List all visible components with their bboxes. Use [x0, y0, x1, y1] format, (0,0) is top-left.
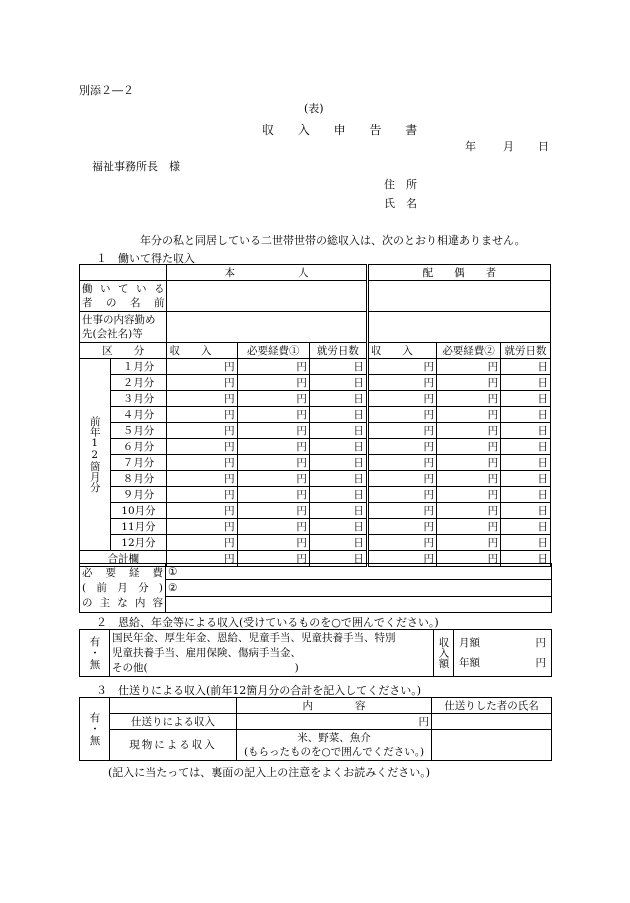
pension-types-line1: 国民年金、厚生年金、恩給、児童手当、児童扶養手当、特別 — [112, 631, 396, 644]
in-kind-examples: 米、野菜、魚介 — [297, 732, 371, 744]
date-month[interactable]: 月 — [503, 140, 514, 153]
spouse-days-cell[interactable]: 日 — [501, 519, 551, 535]
in-kind-items[interactable] — [237, 730, 432, 761]
worker-name-label: 働いている 者の名前 — [80, 281, 167, 312]
self-days-cell[interactable]: 日 — [309, 359, 367, 375]
self-income-cell[interactable]: 円 — [167, 439, 237, 455]
in-kind-note: (もらったものを○で囲んでください。) — [243, 746, 425, 758]
spouse-total-expense[interactable]: 円 — [437, 551, 501, 567]
workplace-label: 仕事の内容勤め 先(会社名)等 — [80, 312, 167, 343]
self-days-cell[interactable]: 日 — [309, 535, 367, 551]
self-expense-cell[interactable]: 円 — [237, 471, 309, 487]
spouse-expense-cell[interactable]: 円 — [437, 535, 501, 551]
month-row — [80, 503, 551, 519]
self-days-cell[interactable]: 日 — [309, 407, 367, 423]
spouse-days-cell[interactable]: 日 — [501, 391, 551, 407]
self-total-days[interactable]: 日 — [309, 551, 367, 567]
expense-details-table — [79, 563, 552, 613]
pension-types-line2: 児童扶養手当、雇用保険、傷病手当金、 — [112, 646, 301, 659]
name-label: 氏 名 — [384, 197, 417, 210]
self-days-cell[interactable]: 日 — [309, 439, 367, 455]
in-kind-label: 現物による収入 — [110, 730, 237, 761]
self-header: 本 人 — [167, 265, 367, 281]
spouse-expense-cell[interactable]: 円 — [437, 439, 501, 455]
division-header: 区 分 — [80, 343, 167, 359]
month-row — [80, 519, 551, 535]
pension-types-line3: その他( ) — [112, 661, 299, 674]
self-days-cell[interactable]: 日 — [309, 503, 367, 519]
self-days-cell[interactable]: 日 — [309, 487, 367, 503]
spouse-days-cell[interactable]: 日 — [501, 359, 551, 375]
spouse-days-cell[interactable]: 日 — [501, 439, 551, 455]
self-expense-cell[interactable]: 円 — [237, 375, 309, 391]
self-days-header: 就労日数 — [309, 343, 367, 359]
yearly-unit: 円 — [535, 657, 546, 669]
month-row — [80, 471, 551, 487]
spouse-expense-cell[interactable]: 円 — [437, 391, 501, 407]
expense-details-label: 必要経費 (前月分) の主な内容 — [80, 564, 166, 613]
spouse-expense-cell[interactable]: 円 — [437, 471, 501, 487]
spouse-expense-cell[interactable]: 円 — [437, 503, 501, 519]
month-row — [80, 359, 551, 375]
monthly-unit: 円 — [535, 637, 546, 649]
corner-cell — [80, 265, 167, 281]
spouse-expense-cell[interactable]: 円 — [437, 487, 501, 503]
spouse-expense-header: 必要経費② — [437, 343, 501, 359]
self-expense-cell[interactable]: 円 — [237, 391, 309, 407]
spouse-income-cell[interactable]: 円 — [367, 519, 436, 535]
self-total-expense[interactable]: 円 — [237, 551, 309, 567]
month-row — [80, 439, 551, 455]
month-label: １月分 — [110, 359, 167, 375]
month-label: 11月分 — [110, 519, 167, 535]
month-row — [80, 535, 551, 551]
date-day[interactable]: 日 — [538, 140, 549, 153]
month-label: ６月分 — [110, 439, 167, 455]
address-label: 住 所 — [384, 178, 417, 191]
month-label: 10月分 — [110, 503, 167, 519]
self-income-cell[interactable]: 円 — [167, 503, 237, 519]
cash-remittance-label: 仕送りによる収入 — [110, 714, 237, 730]
self-income-cell[interactable]: 円 — [167, 487, 237, 503]
spouse-days-cell[interactable]: 日 — [501, 407, 551, 423]
sender-header: 仕送りした者の氏名 — [432, 698, 552, 714]
spouse-expense-cell[interactable]: 円 — [437, 519, 501, 535]
self-expense-header: 必要経費① — [237, 343, 309, 359]
self-expense-cell[interactable]: 円 — [237, 423, 309, 439]
self-income-cell[interactable]: 円 — [167, 407, 237, 423]
self-income-cell[interactable]: 円 — [167, 391, 237, 407]
attachment-label: 別添２―２ — [79, 84, 134, 97]
pension-amounts[interactable] — [454, 630, 552, 677]
spouse-income-cell[interactable]: 円 — [367, 375, 436, 391]
self-income-cell[interactable]: 円 — [167, 423, 237, 439]
section3-heading: ３ 仕送りによる収入(前年12箇月分の合計を記入してください。) — [96, 684, 422, 697]
spouse-total-days[interactable]: 日 — [501, 551, 551, 567]
self-income-cell[interactable]: 円 — [167, 471, 237, 487]
self-name-field[interactable] — [167, 281, 367, 312]
document-title: 収 入 申 告 書 — [262, 123, 428, 137]
month-row — [80, 455, 551, 471]
spouse-income-header: 収 入 — [367, 343, 436, 359]
expense-detail-1[interactable]: ① — [166, 564, 552, 580]
spouse-days-cell[interactable]: 日 — [501, 471, 551, 487]
remittance-income-table — [79, 697, 552, 761]
spouse-income-cell[interactable]: 円 — [367, 535, 436, 551]
spouse-income-cell[interactable]: 円 — [367, 487, 436, 503]
self-income-cell[interactable]: 円 — [167, 455, 237, 471]
self-days-cell[interactable]: 日 — [309, 519, 367, 535]
spouse-income-cell[interactable]: 円 — [367, 407, 436, 423]
date-year[interactable]: 年 — [465, 140, 476, 153]
income-amount-label: 収入額 — [434, 630, 454, 677]
month-row — [80, 487, 551, 503]
declaration-statement: 年分の私と同居している二世帯世帯の総収入は、次のとおり相違ありません。 — [140, 234, 526, 247]
spouse-expense-cell[interactable]: 円 — [437, 455, 501, 471]
spouse-expense-cell[interactable]: 円 — [437, 407, 501, 423]
content-header: 内 容 — [237, 698, 432, 714]
pension-income-table — [79, 629, 552, 677]
self-expense-cell[interactable]: 円 — [237, 519, 309, 535]
month-label: ７月分 — [110, 455, 167, 471]
in-kind-sender-name[interactable] — [432, 730, 552, 761]
self-income-cell[interactable]: 円 — [167, 535, 237, 551]
self-days-cell[interactable]: 日 — [309, 391, 367, 407]
self-expense-cell[interactable]: 円 — [237, 535, 309, 551]
monthly-label: 月額 — [459, 637, 480, 649]
month-row — [80, 423, 551, 439]
spouse-income-cell[interactable]: 円 — [367, 455, 436, 471]
cash-sender-name[interactable] — [432, 714, 552, 730]
period-label: 前年12箇月分 — [80, 359, 111, 551]
expense-detail-3[interactable] — [166, 596, 552, 612]
remittance-header-blank — [110, 698, 237, 714]
spouse-days-cell[interactable]: 日 — [501, 423, 551, 439]
spouse-income-cell[interactable]: 円 — [367, 471, 436, 487]
self-income-cell[interactable]: 円 — [167, 375, 237, 391]
remittance-yes-no[interactable]: 有・無 — [80, 698, 110, 761]
spouse-days-cell[interactable]: 日 — [501, 375, 551, 391]
self-expense-cell[interactable]: 円 — [237, 455, 309, 471]
self-income-cell[interactable]: 円 — [167, 519, 237, 535]
self-expense-cell[interactable]: 円 — [237, 407, 309, 423]
month-label: ８月分 — [110, 471, 167, 487]
spouse-income-cell[interactable]: 円 — [367, 439, 436, 455]
spouse-name-field[interactable] — [367, 281, 550, 312]
self-income-cell[interactable]: 円 — [167, 359, 237, 375]
self-days-cell[interactable]: 日 — [309, 423, 367, 439]
self-expense-cell[interactable]: 円 — [237, 487, 309, 503]
side-label: (表) — [304, 102, 324, 115]
self-workplace-field[interactable] — [167, 312, 367, 343]
expense-detail-2[interactable]: ② — [166, 580, 552, 596]
total-label: 合計欄 — [80, 551, 167, 567]
pension-yes-no[interactable]: 有・無 — [80, 630, 110, 677]
spouse-total-income[interactable]: 円 — [367, 551, 436, 567]
month-row — [80, 391, 551, 407]
spouse-days-cell[interactable]: 日 — [501, 535, 551, 551]
spouse-days-header: 就労日数 — [501, 343, 551, 359]
section2-heading: ２ 恩給、年金等による収入(受けているものを○で囲んでください。) — [96, 616, 439, 629]
self-days-cell[interactable]: 日 — [309, 375, 367, 391]
month-row — [80, 407, 551, 423]
self-expense-cell[interactable]: 円 — [237, 359, 309, 375]
spouse-income-cell[interactable]: 円 — [367, 391, 436, 407]
self-total-income[interactable]: 円 — [167, 551, 237, 567]
self-days-cell[interactable]: 日 — [309, 455, 367, 471]
month-label: ２月分 — [110, 375, 167, 391]
spouse-income-cell[interactable]: 円 — [367, 503, 436, 519]
month-label: ５月分 — [110, 423, 167, 439]
spouse-income-cell[interactable]: 円 — [367, 359, 436, 375]
spouse-expense-cell[interactable]: 円 — [437, 359, 501, 375]
month-label: ４月分 — [110, 407, 167, 423]
pension-types-list[interactable] — [110, 630, 434, 677]
month-label: ３月分 — [110, 391, 167, 407]
spouse-days-cell[interactable]: 日 — [501, 503, 551, 519]
self-expense-cell[interactable]: 円 — [237, 503, 309, 519]
yearly-label: 年額 — [459, 657, 480, 669]
month-label: ９月分 — [110, 487, 167, 503]
self-expense-cell[interactable]: 円 — [237, 439, 309, 455]
self-income-header: 収 入 — [167, 343, 237, 359]
spouse-income-cell[interactable]: 円 — [367, 423, 436, 439]
spouse-header: 配 偶 者 — [367, 265, 550, 281]
addressee: 福祉事務所長 様 — [92, 160, 180, 173]
cash-remittance-amount[interactable]: 円 — [237, 714, 432, 730]
spouse-expense-cell[interactable]: 円 — [437, 375, 501, 391]
spouse-days-cell[interactable]: 日 — [501, 455, 551, 471]
section1-heading: １ 働いて得た収入 — [96, 252, 195, 265]
spouse-days-cell[interactable]: 日 — [501, 487, 551, 503]
self-days-cell[interactable]: 日 — [309, 471, 367, 487]
month-row — [80, 375, 551, 391]
earned-income-table — [79, 264, 551, 567]
spouse-expense-cell[interactable]: 円 — [437, 423, 501, 439]
month-label: 12月分 — [110, 535, 167, 551]
footer-note: (記入に当たっては、裏面の記入上の注意をよくお読みください。) — [108, 766, 431, 779]
spouse-workplace-field[interactable] — [367, 312, 550, 343]
